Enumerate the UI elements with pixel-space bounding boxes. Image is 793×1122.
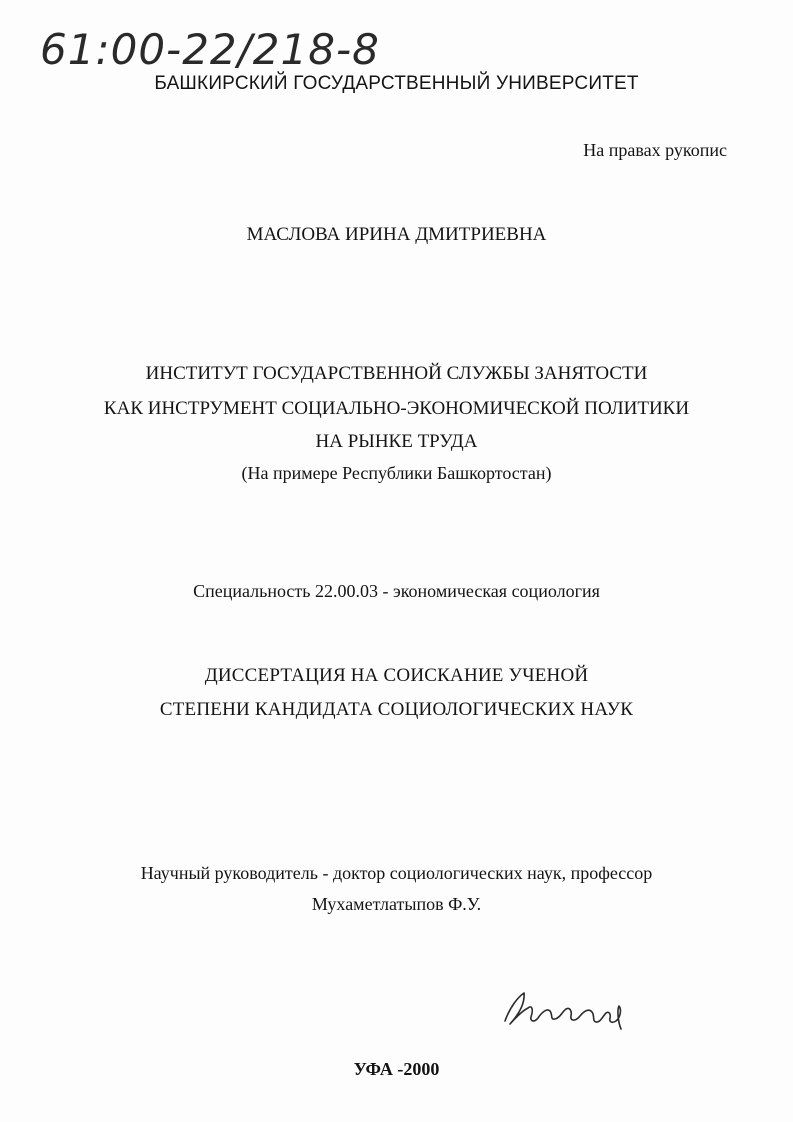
supervisor-name: Мухаметлатыпов Ф.У. (311, 894, 482, 914)
handwritten-archive-code-text: 61:00-22/218-8 (40, 25, 380, 74)
dissertation-title-line-1: ИНСТИТУТ ГОСУДАРСТВЕННОЙ СЛУЖБЫ ЗАНЯТОСТИ (145, 363, 648, 384)
dissertation-title-line-2: КАК ИНСТРУМЕНТ СОЦИАЛЬНО-ЭКОНОМИЧЕСКОЙ ПОЛИТИКИ (103, 398, 690, 419)
specialty-line: Специальность 22.00.03 - экономическая социология (193, 581, 600, 601)
dissertation-title-line-3: НА РЫНКЕ ТРУДА (315, 431, 478, 452)
degree-line-2: СТЕПЕНИ КАНДИДАТА СОЦИОЛОГИЧЕСКИХ НАУК (159, 699, 634, 720)
signature-stroke (505, 993, 621, 1029)
degree-line-1: ДИССЕРТАЦИЯ НА СОИСКАНИЕ УЧЕНОЙ (204, 665, 589, 686)
city-year: УФА -2000 (353, 1059, 440, 1079)
supervisor-line: Научный руководитель - доктор социологических наук, профессор (140, 863, 653, 883)
author-name: МАСЛОВА ИРИНА ДМИТРИЕВНА (246, 224, 547, 245)
handwritten-archive-code (40, 14, 460, 82)
manuscript-note: На правах рукопис (583, 140, 727, 160)
dissertation-subtitle: (На примере Республики Башкортостан) (241, 463, 552, 483)
university-name: БАШКИРСКИЙ ГОСУДАРСТВЕННЫЙ УНИВЕРСИТЕТ (154, 73, 639, 94)
author-signature (500, 988, 628, 1034)
